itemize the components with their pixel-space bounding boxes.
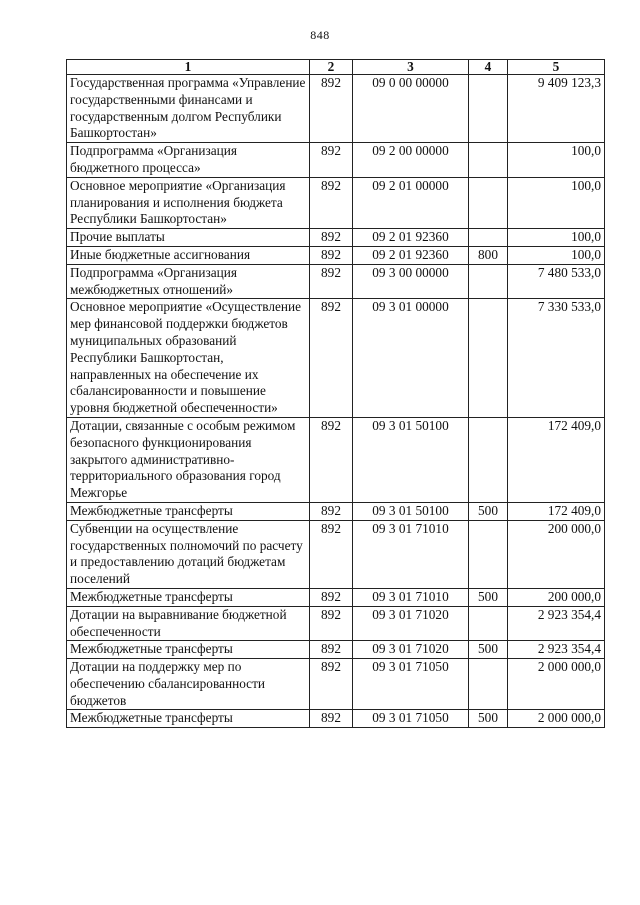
row-vr: 500 — [469, 641, 508, 659]
row-csr: 09 2 00 00000 — [353, 143, 469, 178]
row-sum: 7 330 533,0 — [508, 299, 605, 418]
row-vr: 800 — [469, 246, 508, 264]
row-sum: 172 409,0 — [508, 502, 605, 520]
row-ved: 892 — [310, 299, 353, 418]
page-number: 848 — [310, 28, 330, 42]
row-ved: 892 — [310, 143, 353, 178]
row-sum: 2 000 000,0 — [508, 659, 605, 710]
table-row — [67, 502, 605, 520]
table-row — [67, 606, 605, 641]
row-vr: 500 — [469, 502, 508, 520]
row-ved: 892 — [310, 177, 353, 228]
column-header-4: 4 — [469, 60, 508, 75]
row-csr: 09 3 01 71020 — [353, 641, 469, 659]
budget-table — [66, 59, 605, 728]
row-vr — [469, 264, 508, 299]
row-sum: 200 000,0 — [508, 520, 605, 588]
row-ved: 892 — [310, 606, 353, 641]
table-row — [67, 520, 605, 588]
table-row — [67, 710, 605, 728]
row-name: Дотации на выравнивание бюджетной обеспеченности — [67, 606, 310, 641]
row-vr — [469, 520, 508, 588]
row-name: Дотации, связанные с особым режимом безопасного функционирования закрытого административно-территориального образования город Межгорье — [67, 417, 310, 502]
row-name: Основное мероприятие «Осуществление мер финансовой поддержки бюджетов муниципальных образований Республики Башкортостан, направленных на обеспечение их сбалансированности и повышение уровня бюджетной обеспеченности» — [67, 299, 310, 418]
row-vr — [469, 417, 508, 502]
row-name: Государственная программа «Управление государственными финансами и государственным долгом Республики Башкортостан» — [67, 75, 310, 143]
table-row — [67, 229, 605, 247]
table-row — [67, 143, 605, 178]
row-name: Иные бюджетные ассигнования — [67, 246, 310, 264]
table-row — [67, 641, 605, 659]
table-row — [67, 264, 605, 299]
row-vr — [469, 659, 508, 710]
table-row — [67, 299, 605, 418]
row-sum: 172 409,0 — [508, 417, 605, 502]
row-ved: 892 — [310, 502, 353, 520]
row-vr — [469, 299, 508, 418]
row-csr: 09 3 01 71050 — [353, 659, 469, 710]
row-csr: 09 3 01 50100 — [353, 417, 469, 502]
row-sum: 200 000,0 — [508, 588, 605, 606]
row-csr: 09 2 01 92360 — [353, 229, 469, 247]
table-row — [67, 417, 605, 502]
row-name: Дотации на поддержку мер по обеспечению сбалансированности бюджетов — [67, 659, 310, 710]
table-header-row — [67, 60, 605, 75]
row-vr — [469, 75, 508, 143]
row-vr — [469, 606, 508, 641]
row-csr: 09 3 01 71010 — [353, 520, 469, 588]
row-vr — [469, 177, 508, 228]
row-name: Основное мероприятие «Организация планирования и исполнения бюджета Республики Башкортостан» — [67, 177, 310, 228]
row-ved: 892 — [310, 229, 353, 247]
row-name: Подпрограмма «Организация бюджетного процесса» — [67, 143, 310, 178]
row-name: Прочие выплаты — [67, 229, 310, 247]
row-csr: 09 3 01 71010 — [353, 588, 469, 606]
table-row — [67, 588, 605, 606]
row-csr: 09 3 00 00000 — [353, 264, 469, 299]
row-ved: 892 — [310, 417, 353, 502]
row-csr: 09 2 01 00000 — [353, 177, 469, 228]
column-header-3: 3 — [353, 60, 469, 75]
row-sum: 100,0 — [508, 229, 605, 247]
row-ved: 892 — [310, 710, 353, 728]
row-ved: 892 — [310, 588, 353, 606]
table-row — [67, 75, 605, 143]
column-header-2: 2 — [310, 60, 353, 75]
row-csr: 09 3 01 00000 — [353, 299, 469, 418]
row-vr: 500 — [469, 710, 508, 728]
row-ved: 892 — [310, 641, 353, 659]
row-ved: 892 — [310, 75, 353, 143]
row-name: Субвенции на осуществление государственных полномочий по расчету и предоставлению дотаций бюджетам поселений — [67, 520, 310, 588]
row-vr — [469, 143, 508, 178]
row-sum: 100,0 — [508, 246, 605, 264]
row-sum: 7 480 533,0 — [508, 264, 605, 299]
row-name: Подпрограмма «Организация межбюджетных отношений» — [67, 264, 310, 299]
row-name: Межбюджетные трансферты — [67, 588, 310, 606]
row-csr: 09 2 01 92360 — [353, 246, 469, 264]
table-row — [67, 246, 605, 264]
row-sum: 100,0 — [508, 177, 605, 228]
row-name: Межбюджетные трансферты — [67, 641, 310, 659]
row-csr: 09 3 01 71050 — [353, 710, 469, 728]
row-ved: 892 — [310, 659, 353, 710]
row-sum: 2 923 354,4 — [508, 641, 605, 659]
row-csr: 09 3 01 71020 — [353, 606, 469, 641]
row-ved: 892 — [310, 520, 353, 588]
row-name: Межбюджетные трансферты — [67, 710, 310, 728]
table-row — [67, 177, 605, 228]
row-vr: 500 — [469, 588, 508, 606]
table-row — [67, 659, 605, 710]
row-sum: 100,0 — [508, 143, 605, 178]
row-name: Межбюджетные трансферты — [67, 502, 310, 520]
row-ved: 892 — [310, 264, 353, 299]
row-csr: 09 3 01 50100 — [353, 502, 469, 520]
row-sum: 2 923 354,4 — [508, 606, 605, 641]
column-header-1: 1 — [67, 60, 310, 75]
row-csr: 09 0 00 00000 — [353, 75, 469, 143]
column-header-5: 5 — [508, 60, 605, 75]
row-ved: 892 — [310, 246, 353, 264]
row-sum: 9 409 123,3 — [508, 75, 605, 143]
row-sum: 2 000 000,0 — [508, 710, 605, 728]
row-vr — [469, 229, 508, 247]
